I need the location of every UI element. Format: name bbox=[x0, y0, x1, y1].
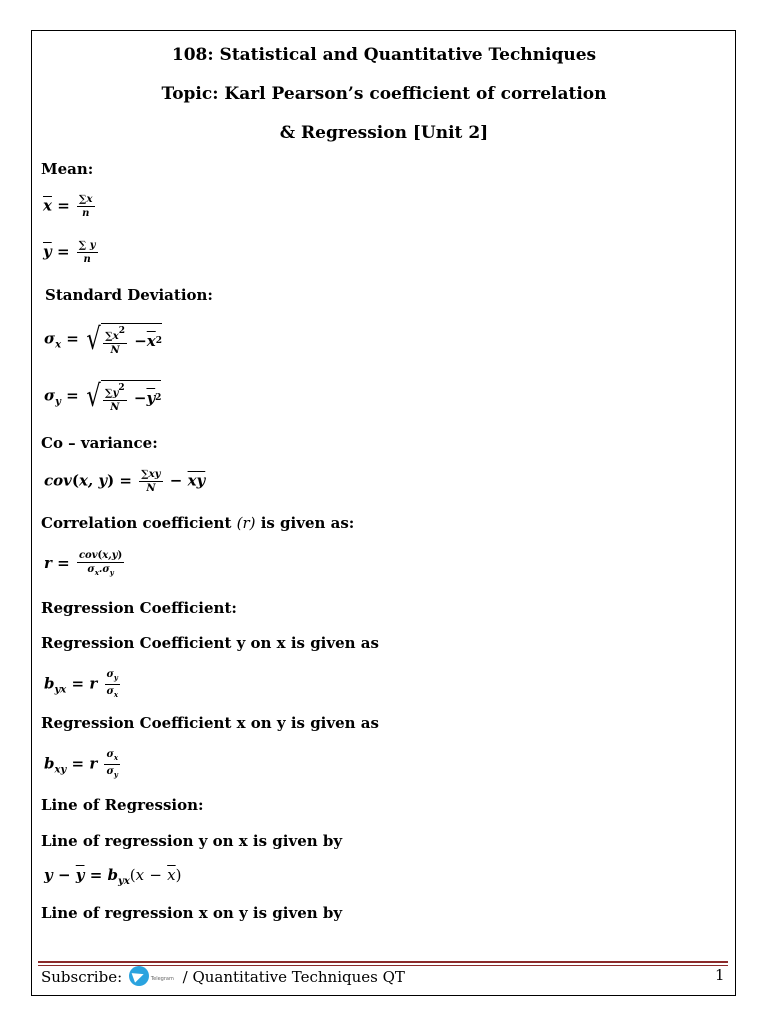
regression-coefficient-heading: Regression Coefficient: bbox=[41, 599, 237, 617]
formula-sd-x: $\sigma_x$ = √ $\frac{\sum x^2}{N}$ − $\overline{x}$ 2 bbox=[44, 321, 162, 357]
formula-correlation: r = $\frac{\text{cov(x,y)}}{\sigma_x.\sigma_y}$ bbox=[44, 550, 123, 577]
footer-subscribe bbox=[41, 966, 405, 986]
correlation-heading-suffix: is given as: bbox=[255, 514, 355, 532]
telegram-icon[interactable] bbox=[129, 966, 149, 986]
formula-mean-y: $\overline{y}$ = $\frac{\sum y}{n}$ bbox=[43, 240, 96, 265]
document-topic-continued: & Regression [Unit 2] bbox=[279, 123, 489, 143]
covariance-heading: Co – variance: bbox=[41, 434, 158, 452]
formula-byx: $b_{yx} = r$ $\frac{\sigma_y}{\sigma_x}$ bbox=[44, 669, 119, 699]
regression-y-on-x-text: Regression Coefficient y on x is given as bbox=[41, 634, 379, 652]
mean-heading: Mean: bbox=[41, 160, 94, 178]
page-border bbox=[31, 30, 736, 996]
telegram-wordmark: Telegram bbox=[150, 976, 174, 982]
regression-x-on-y-text: Regression Coefficient x on y is given as bbox=[41, 714, 379, 732]
formula-line-y-on-x: $y - \overline{y} = b_{yx}(x - \overline{x})$ bbox=[44, 866, 182, 887]
correlation-symbol: (r) bbox=[236, 514, 256, 532]
standard-deviation-heading: Standard Deviation: bbox=[45, 286, 213, 304]
formula-sd-y: $\sigma_y$ = √ $\frac{\sum y^2}{N}$ − $\overline{y}$ 2 bbox=[44, 378, 162, 414]
page-number: 1 bbox=[715, 966, 725, 984]
footer-rule bbox=[38, 961, 728, 963]
document-topic: Topic: Karl Pearson’s coefficient of correlation bbox=[161, 84, 607, 104]
correlation-heading-text: Correlation coefficient bbox=[41, 514, 237, 532]
document-title: 108: Statistical and Quantitative Techniques bbox=[171, 45, 597, 65]
line-y-on-x-text: Line of regression y on x is given by bbox=[41, 832, 343, 850]
correlation-heading bbox=[41, 514, 354, 532]
line-x-on-y-text: Line of regression x on y is given by bbox=[41, 904, 343, 922]
subscribe-label: Subscribe: bbox=[41, 968, 123, 986]
channel-name: / Quantitative Techniques QT bbox=[182, 968, 405, 986]
formula-mean-x: $\overline{x}$ = $\frac{\sum x}{n}$ bbox=[43, 194, 93, 219]
formula-covariance: cov(x, y) = $\frac{\sum xy}{N}$ − $\overline{x}\overline{y}$ bbox=[44, 469, 206, 494]
formula-bxy: $b_{xy} = r$ $\frac{\sigma_x}{\sigma_y}$ bbox=[44, 749, 119, 779]
line-of-regression-heading: Line of Regression: bbox=[41, 796, 204, 814]
